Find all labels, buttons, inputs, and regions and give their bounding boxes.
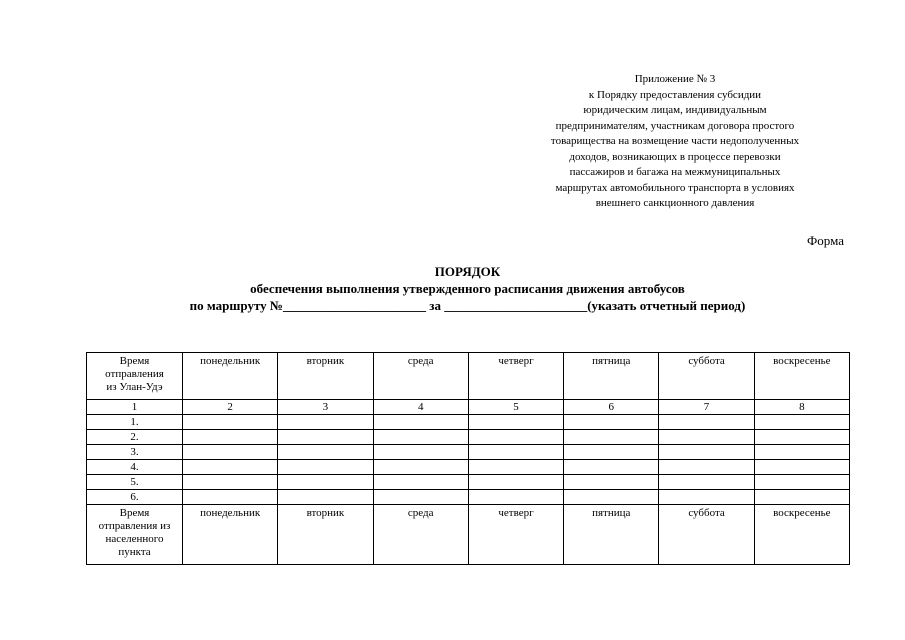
- header-cell-day: суббота: [659, 353, 754, 400]
- appendix-line: товарищества на возмещение части недополученных: [550, 135, 800, 147]
- column-number: 3: [278, 400, 373, 415]
- title-line-1: ПОРЯДОК: [434, 264, 501, 279]
- table-cell[interactable]: [468, 460, 563, 475]
- column-number: 1: [87, 400, 183, 415]
- table-cell[interactable]: [278, 490, 373, 505]
- header-text: населенного: [105, 533, 164, 545]
- table-row: [87, 415, 850, 430]
- table-cell[interactable]: [659, 475, 754, 490]
- table-cell[interactable]: [373, 415, 468, 430]
- table-cell[interactable]: [659, 445, 754, 460]
- table-row: [87, 445, 850, 460]
- header-cell-day: четверг: [468, 505, 563, 565]
- header-cell-departure-time: [87, 505, 183, 565]
- header-text: отправления: [105, 368, 164, 380]
- table-cell[interactable]: [278, 415, 373, 430]
- table-cell[interactable]: [183, 430, 278, 445]
- table-cell[interactable]: [373, 475, 468, 490]
- table-row: [87, 475, 850, 490]
- header-cell-day: пятница: [564, 505, 659, 565]
- row-number: 2.: [87, 430, 183, 445]
- header-cell-departure-time: [87, 353, 183, 400]
- column-number: 7: [659, 400, 754, 415]
- table-cell[interactable]: [564, 475, 659, 490]
- title-line-2: обеспечения выполнения утвержденного расписания движения автобусов: [250, 281, 685, 296]
- column-number: 6: [564, 400, 659, 415]
- column-number: 4: [373, 400, 468, 415]
- table-cell[interactable]: [564, 490, 659, 505]
- table-row: [87, 490, 850, 505]
- table-cell[interactable]: [659, 430, 754, 445]
- document-title: [0, 263, 905, 314]
- table-cell[interactable]: [278, 460, 373, 475]
- header-text: отправления из: [98, 520, 171, 532]
- row-number: 3.: [87, 445, 183, 460]
- table-cell[interactable]: [754, 430, 849, 445]
- table-cell[interactable]: [183, 475, 278, 490]
- table-cell[interactable]: [183, 490, 278, 505]
- column-number: 8: [754, 400, 849, 415]
- header-text: пункта: [118, 546, 151, 558]
- table-cell[interactable]: [659, 490, 754, 505]
- header-cell-day: понедельник: [183, 505, 278, 565]
- table-row: [87, 460, 850, 475]
- appendix-line: юридическим лицам, индивидуальным: [583, 104, 767, 116]
- header-cell-day: вторник: [278, 505, 373, 565]
- row-number: 5.: [87, 475, 183, 490]
- form-label: Форма: [807, 233, 844, 248]
- table-cell[interactable]: [564, 445, 659, 460]
- header-cell-day: среда: [373, 353, 468, 400]
- table-cell[interactable]: [659, 460, 754, 475]
- header-cell-day: четверг: [468, 353, 563, 400]
- row-number: 4.: [87, 460, 183, 475]
- table-cell[interactable]: [468, 430, 563, 445]
- table-cell[interactable]: [183, 445, 278, 460]
- column-number: 5: [468, 400, 563, 415]
- column-number: 2: [183, 400, 278, 415]
- row-number: 6.: [87, 490, 183, 505]
- table-cell[interactable]: [564, 460, 659, 475]
- header-cell-day: понедельник: [183, 353, 278, 400]
- header-row-departure-city: [87, 353, 850, 400]
- header-row-departure-settlement: [87, 505, 850, 565]
- appendix-line: к Порядку предоставления субсидии: [588, 88, 762, 101]
- header-cell-day: суббота: [659, 505, 754, 565]
- table-cell[interactable]: [754, 490, 849, 505]
- appendix-note: [500, 72, 850, 212]
- table-cell[interactable]: [468, 475, 563, 490]
- header-cell-day: воскресенье: [754, 353, 849, 400]
- column-number-row: [87, 400, 850, 415]
- table-cell[interactable]: [373, 445, 468, 460]
- table-cell[interactable]: [278, 445, 373, 460]
- table-cell[interactable]: [754, 415, 849, 430]
- row-number: 1.: [87, 415, 183, 430]
- table-cell[interactable]: [754, 475, 849, 490]
- header-cell-day: вторник: [278, 353, 373, 400]
- table-cell[interactable]: [659, 415, 754, 430]
- table-cell[interactable]: [373, 430, 468, 445]
- appendix-line: Приложение № 3: [634, 73, 716, 85]
- title-line-3: по маршруту №______________________ за ______________________(указать отчетный период): [189, 298, 746, 313]
- table-cell[interactable]: [468, 415, 563, 430]
- appendix-line: доходов, возникающих в процессе перевозки: [569, 150, 781, 163]
- table-row: [87, 430, 850, 445]
- appendix-line: предпринимателям, участникам договора простого: [555, 119, 795, 132]
- table-cell[interactable]: [564, 415, 659, 430]
- table-cell[interactable]: [564, 430, 659, 445]
- table-cell[interactable]: [468, 445, 563, 460]
- appendix-line: маршрутах автомобильного транспорта в условиях: [555, 181, 795, 194]
- table-cell[interactable]: [468, 490, 563, 505]
- schedule-table: [86, 352, 850, 565]
- header-text: Время: [119, 355, 150, 367]
- header-text: Время: [119, 507, 150, 519]
- header-text: из Улан-Удэ: [106, 381, 163, 393]
- table-cell[interactable]: [183, 415, 278, 430]
- header-cell-day: среда: [373, 505, 468, 565]
- table-cell[interactable]: [754, 445, 849, 460]
- header-cell-day: пятница: [564, 353, 659, 400]
- table-cell[interactable]: [278, 475, 373, 490]
- header-cell-day: воскресенье: [754, 505, 849, 565]
- table-cell[interactable]: [183, 460, 278, 475]
- table-cell[interactable]: [373, 460, 468, 475]
- table-cell[interactable]: [278, 430, 373, 445]
- appendix-line: пассажиров и багажа на межмуниципальных: [569, 166, 781, 178]
- table-cell[interactable]: [754, 460, 849, 475]
- appendix-line: внешнего санкционного давления: [595, 197, 755, 209]
- table-cell[interactable]: [373, 490, 468, 505]
